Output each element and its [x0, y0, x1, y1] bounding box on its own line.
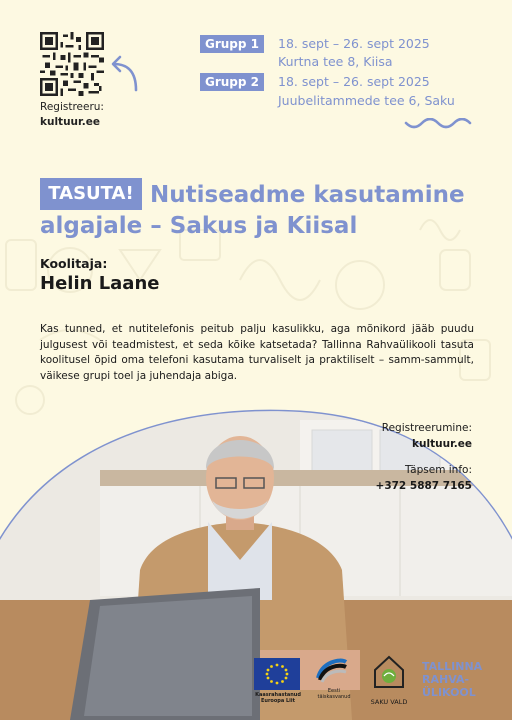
group-1-dates: 18. sept – 26. sept 2025	[278, 36, 430, 51]
page-title: Nutiseadme kasutamine algajale – Sakus ja Kiisal	[40, 182, 465, 239]
info-phone[interactable]: +372 5887 7165	[375, 480, 472, 492]
instructor-name: Helin Laane	[40, 273, 160, 294]
saku-vald-logo	[372, 654, 406, 690]
course-description: Kas tunned, et nutitelefonis peitub palju kasulikku, aga mõnikord jääb puudu julgusest või teadmistest, et seda kõike katsetada? Tallinna Rahvaülikooli tasuta koolitusel õpid oma telefoni kasutama turvaliselt ja praktiliselt – samm-sammult, väikese grupi toel ja juhendaja abiga.	[40, 323, 474, 382]
group-2-address: Juubelitammede tee 6, Saku	[278, 93, 455, 108]
registration-site[interactable]: kultuur.ee	[412, 438, 472, 450]
group-1-badge: Grupp 1	[200, 35, 264, 53]
registration-label: Registreerumine:	[381, 422, 472, 434]
ee-caption: Eesti täiskasvanud	[317, 688, 351, 700]
instructor-label: Koolitaja:	[40, 256, 108, 271]
info-block	[376, 462, 472, 494]
qr-registration-site[interactable]: kultuur.ee	[40, 116, 100, 128]
estonian-adult-education-logo	[316, 656, 348, 684]
group-2-badge: Grupp 2	[200, 73, 264, 91]
free-badge: TASUTA!	[40, 178, 142, 210]
qr-registration-label: Registreeru:	[40, 101, 104, 113]
trk-line-3: ÜLIKOOL	[422, 686, 476, 699]
group-1-address: Kurtna tee 8, Kiisa	[278, 54, 393, 69]
tallinna-rahvaulikool-logo	[422, 660, 502, 699]
registration-block	[382, 420, 472, 452]
eu-flag-logo	[254, 658, 300, 690]
trk-line-2: RAHVA-	[422, 673, 470, 686]
group-2-dates: 18. sept – 26. sept 2025	[278, 74, 430, 89]
eu-caption: Kaasrahastanud Euroopa Liit	[255, 692, 301, 704]
info-label: Täpsem info:	[404, 464, 472, 476]
saku-caption: SAKU VALD	[370, 698, 408, 706]
trk-line-1: TALLINNA	[422, 660, 483, 673]
